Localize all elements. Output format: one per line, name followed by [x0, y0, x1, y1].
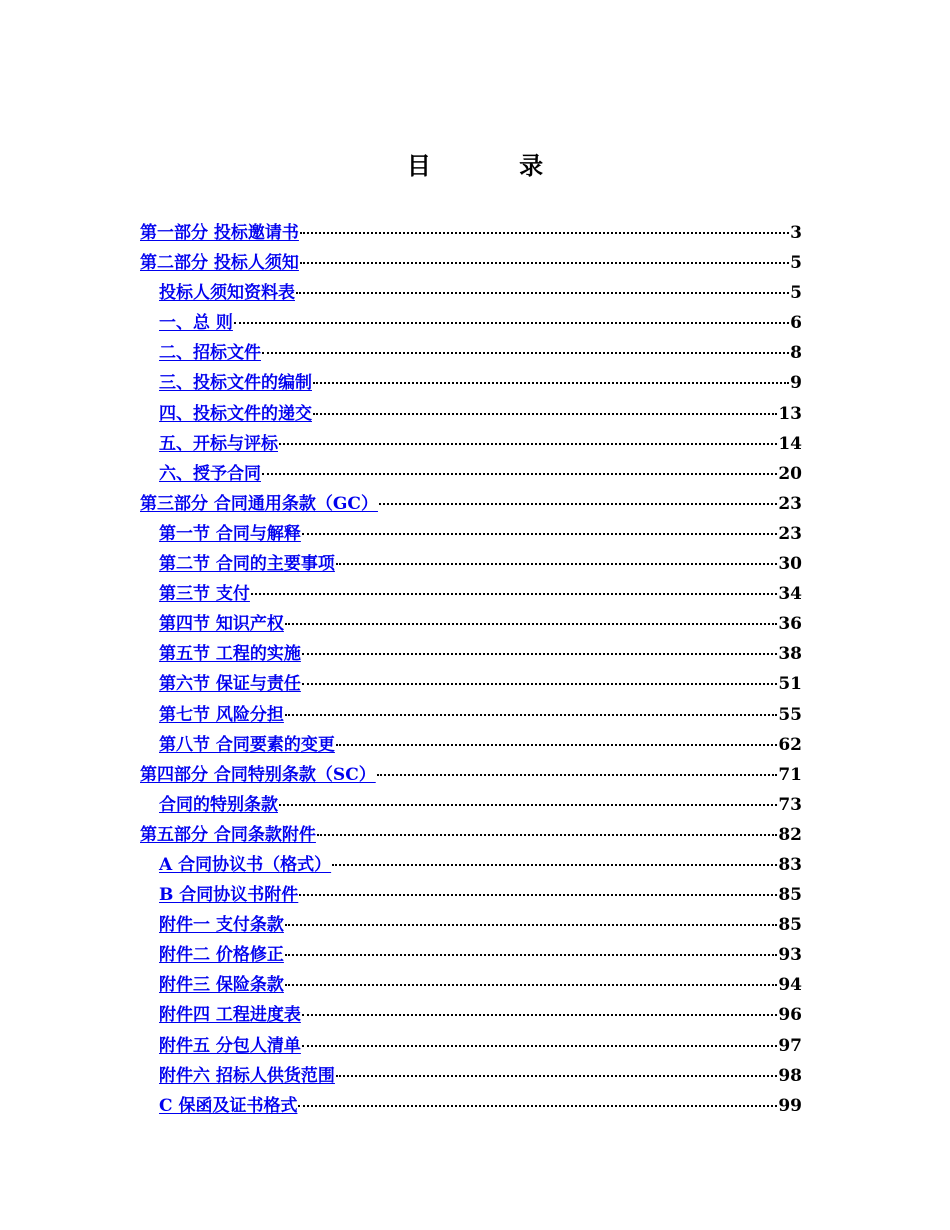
toc-entry[interactable] [140, 429, 802, 459]
toc-page-number: 8 [790, 343, 802, 364]
toc-entry[interactable] [140, 1000, 802, 1030]
toc-dot-leader [300, 262, 789, 264]
toc-entry[interactable] [140, 399, 802, 429]
toc-entry[interactable] [140, 1091, 802, 1121]
toc-entry-link[interactable]: 第四部分 合同特别条款（SC） [140, 764, 376, 785]
toc-entry-link[interactable]: 附件六 招标人供货范围 [159, 1065, 335, 1086]
toc-page-number: 5 [790, 253, 802, 274]
toc-entry[interactable] [140, 338, 802, 368]
toc-entry-link[interactable]: 三、投标文件的编制 [159, 373, 312, 394]
toc-dot-leader [279, 443, 777, 445]
toc-dot-leader [285, 623, 777, 625]
toc-dot-leader [234, 322, 789, 324]
toc-page-number: 51 [778, 674, 802, 695]
toc-dot-leader [302, 1045, 777, 1047]
toc-dot-leader [285, 984, 777, 986]
toc-entry-link[interactable]: 第一节 合同与解释 [159, 523, 301, 544]
toc-entry-link[interactable]: 二、招标文件 [159, 343, 261, 364]
toc-entry-link[interactable]: 第七节 风险分担 [159, 704, 284, 725]
toc-page-number: 94 [778, 975, 802, 996]
toc-entry[interactable] [140, 459, 802, 489]
toc-page-number: 82 [778, 824, 802, 845]
toc-page-number: 71 [778, 764, 802, 785]
toc-entry-link[interactable]: 第三节 支付 [159, 584, 250, 605]
toc-dot-leader [302, 1014, 777, 1016]
toc-entry[interactable] [140, 850, 802, 880]
toc-page-number: 38 [778, 644, 802, 665]
toc-page-number: 93 [778, 945, 802, 966]
toc-entry-link[interactable]: 四、投标文件的递交 [159, 403, 312, 424]
toc-entry-link[interactable]: 附件一 支付条款 [159, 915, 284, 936]
toc-entry[interactable] [140, 549, 802, 579]
toc-entry-link[interactable]: 第五部分 合同条款附件 [140, 824, 316, 845]
toc-dot-leader [302, 683, 777, 685]
toc-entry[interactable] [140, 1061, 802, 1091]
toc-entry[interactable] [140, 790, 802, 820]
toc-dot-leader [285, 714, 777, 716]
page-title: 目 录 [406, 152, 584, 180]
toc-entry[interactable] [140, 368, 802, 398]
toc-page-number: 20 [778, 463, 802, 484]
toc-dot-leader [336, 563, 777, 565]
toc-entry[interactable] [140, 519, 802, 549]
toc-page-number: 99 [778, 1095, 802, 1116]
toc-entry-link[interactable]: 附件二 价格修正 [159, 945, 284, 966]
toc-entry[interactable] [140, 700, 802, 730]
table-of-contents [140, 218, 802, 1121]
toc-dot-leader [251, 593, 777, 595]
toc-entry-link[interactable]: 第三部分 合同通用条款（GC） [140, 493, 378, 514]
toc-dot-leader [300, 232, 789, 234]
toc-page-number: 62 [778, 734, 802, 755]
toc-entry-link[interactable]: 投标人须知资料表 [159, 283, 295, 304]
toc-dot-leader [285, 924, 777, 926]
toc-entry[interactable] [140, 609, 802, 639]
toc-entry[interactable] [140, 218, 802, 248]
toc-entry[interactable] [140, 730, 802, 760]
toc-page-number: 13 [778, 403, 802, 424]
toc-entry-link[interactable]: 第四节 知识产权 [159, 614, 284, 635]
toc-dot-leader [262, 352, 789, 354]
toc-entry-link[interactable]: C 保函及证书格式 [159, 1095, 298, 1116]
toc-entry[interactable] [140, 579, 802, 609]
toc-dot-leader [336, 744, 777, 746]
toc-page-number: 36 [778, 614, 802, 635]
toc-entry-link[interactable]: 合同的特别条款 [159, 794, 278, 815]
toc-dot-leader [302, 533, 777, 535]
toc-dot-leader [302, 653, 777, 655]
toc-entry[interactable] [140, 489, 802, 519]
toc-page-number: 34 [778, 584, 802, 605]
toc-entry-link[interactable]: 附件四 工程进度表 [159, 1005, 301, 1026]
toc-entry[interactable] [140, 820, 802, 850]
toc-page-number: 83 [778, 854, 802, 875]
toc-entry[interactable] [140, 880, 802, 910]
toc-page-number: 55 [778, 704, 802, 725]
toc-entry[interactable] [140, 760, 802, 790]
toc-entry[interactable] [140, 278, 802, 308]
toc-page-number: 85 [778, 915, 802, 936]
toc-page-number: 23 [778, 523, 802, 544]
toc-page-number: 85 [778, 885, 802, 906]
toc-dot-leader [317, 834, 777, 836]
toc-entry[interactable] [140, 669, 802, 699]
toc-dot-leader [296, 292, 789, 294]
toc-dot-leader [279, 804, 777, 806]
toc-entry[interactable] [140, 308, 802, 338]
toc-dot-leader [285, 954, 777, 956]
toc-dot-leader [332, 864, 777, 866]
toc-entry[interactable] [140, 248, 802, 278]
toc-page-number: 3 [790, 223, 802, 243]
toc-entry-link[interactable]: 附件三 保险条款 [159, 975, 284, 996]
toc-dot-leader [313, 382, 789, 384]
toc-page-number: 14 [778, 433, 802, 454]
toc-dot-leader [298, 1105, 777, 1107]
toc-entry-link[interactable]: 第二部分 投标人须知 [140, 253, 299, 274]
toc-entry-link[interactable]: 五、开标与评标 [159, 433, 278, 454]
toc-page-number: 23 [778, 493, 802, 514]
toc-entry[interactable] [140, 940, 802, 970]
toc-entry[interactable] [140, 1031, 802, 1061]
toc-entry-link[interactable]: 第二节 合同的主要事项 [159, 554, 335, 575]
toc-entry[interactable] [140, 910, 802, 940]
toc-page-number: 98 [778, 1065, 802, 1086]
toc-page-number: 5 [790, 283, 802, 304]
toc-dot-leader [262, 473, 777, 475]
toc-page-number: 9 [790, 373, 802, 394]
toc-entry-link[interactable]: 第一部分 投标邀请书 [140, 223, 299, 243]
toc-entry-link[interactable]: 六、授予合同 [159, 463, 261, 484]
toc-dot-leader [313, 413, 777, 415]
toc-page-number: 6 [790, 313, 802, 334]
toc-entry-link[interactable]: 一、总 则 [159, 313, 233, 334]
toc-dot-leader [377, 774, 778, 776]
toc-entry-link[interactable]: 附件五 分包人清单 [159, 1035, 301, 1056]
toc-page-number: 96 [778, 1005, 802, 1026]
toc-page-number: 97 [778, 1035, 802, 1056]
toc-entry-link[interactable]: 第六节 保证与责任 [159, 674, 301, 695]
toc-entry-link[interactable]: 第五节 工程的实施 [159, 644, 301, 665]
toc-entry[interactable] [140, 639, 802, 669]
toc-dot-leader [336, 1075, 777, 1077]
toc-entry-link[interactable]: 第八节 合同要素的变更 [159, 734, 335, 755]
toc-page-number: 30 [778, 554, 802, 575]
toc-dot-leader [379, 503, 777, 505]
toc-page-number: 73 [778, 794, 802, 815]
toc-dot-leader [299, 894, 777, 896]
toc-entry-link[interactable]: B 合同协议书附件 [159, 885, 299, 906]
toc-entry-link[interactable]: A 合同协议书（格式） [159, 854, 332, 875]
toc-entry[interactable] [140, 970, 802, 1000]
